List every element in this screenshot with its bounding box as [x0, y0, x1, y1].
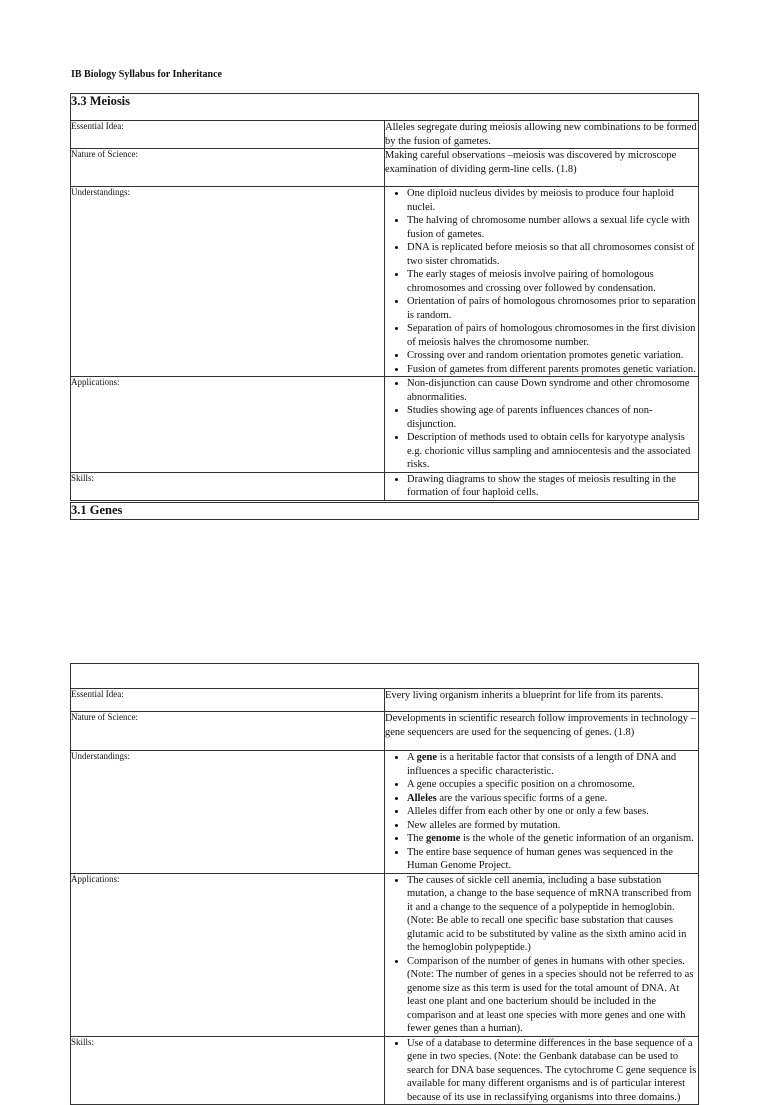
list-item: • The genome is the whole of the genetic information of an organism.: [407, 832, 698, 846]
genes-applications-row: [71, 873, 699, 1036]
list-item: • Alleles are the various specific forms of a gene.: [407, 792, 698, 806]
list-item: • Use of a database to determine differences in the base sequence of a gene in two species. (Note: the Genbank database can be used to search for DNA base sequences. The cytochrome C gene sequence is available for many different organisms and is of particular interest because of its use in reclassifying organisms into three domains.): [407, 1037, 698, 1105]
applications-list: [385, 377, 698, 472]
row-label: Nature of Science:: [71, 712, 385, 751]
genes-essential-row: [71, 689, 699, 712]
list-item: • Non-disjunction can cause Down syndrome and other chromosome abnormalities.: [407, 377, 698, 404]
row-label: Skills:: [71, 1036, 385, 1105]
list-item: • A gene occupies a specific position on a chromosome.: [407, 778, 698, 792]
list-item: • New alleles are formed by mutation.: [407, 819, 698, 833]
essential-idea-text: Every living organism inherits a blueprint for life from its parents.: [385, 689, 699, 712]
skills-list: [385, 1037, 698, 1105]
essential-idea-text: Alleles segregate during meiosis allowing new combinations to be formed by the fusion of gametes.: [385, 122, 697, 147]
document-title: IB Biology Syllabus for Inheritance: [71, 69, 222, 80]
section-heading: 3.3 Meiosis: [71, 94, 699, 121]
list-item: • Orientation of pairs of homologous chromosomes prior to separation is random.: [407, 295, 698, 322]
row-label: Understandings:: [71, 751, 385, 874]
skills-list: [385, 473, 698, 500]
meiosis-essential-row: [71, 121, 699, 149]
list-item: • Comparison of the number of genes in humans with other species. (Note: The number of genes in a species should not be referred to as genome size as this term is used for the total amount of DNA. At least one plant and one bacterium should be included in the comparison and at least one species with more genes and one with fewer genes than a human).: [407, 955, 698, 1036]
list-item: • Studies showing age of parents influences chances of non-disjunction.: [407, 404, 698, 431]
list-item: • Fusion of gametes from different parents promotes genetic variation.: [407, 363, 698, 377]
list-item: • The halving of chromosome number allows a sexual life cycle with fusion of gametes.: [407, 214, 698, 241]
meiosis-understandings-row: [71, 187, 699, 377]
genes-table: [70, 663, 699, 1105]
list-item: • Alleles differ from each other by one or only a few bases.: [407, 805, 698, 819]
genes-heading-table: [70, 502, 699, 520]
understandings-list: [385, 751, 698, 873]
nature-of-science-text: Developments in scientific research follow improvements in technology – gene sequencers are used for the sequencing of genes. (1.8): [385, 712, 699, 751]
genes-blank-row: [71, 664, 699, 689]
genes-skills-row: [71, 1036, 699, 1105]
row-label: Nature of Science:: [71, 149, 385, 187]
term-gene: gene: [416, 752, 438, 763]
nature-of-science-text: Making careful observations –meiosis was discovered by microscope examination of dividing germ-line cells. (1.8): [385, 149, 699, 187]
genes-understandings-row: [71, 751, 699, 874]
list-item: • A gene is a heritable factor that consists of a length of DNA and influences a specific characteristic.: [407, 751, 698, 778]
section-heading: 3.1 Genes: [71, 503, 699, 520]
list-item: • Description of methods used to obtain cells for karyotype analysis e.g. chorionic villus sampling and amniocentesis and the associated risks.: [407, 431, 698, 472]
row-label: Applications:: [71, 377, 385, 473]
list-item: • DNA is replicated before meiosis so that all chromosomes consist of two sister chromatids.: [407, 241, 698, 268]
list-item: • The causes of sickle cell anemia, including a base substation mutation, a change to the base sequence of mRNA transcribed from it and a change to the sequence of a polypeptide in hemoglobin. (Note: Be able to recall one specific base substation that causes glutamic acid to be substituted by valine as the sixth amino acid in the hemoglobin polypeptide.): [407, 874, 698, 955]
meiosis-nature-row: [71, 149, 699, 187]
blank-header-cell: [71, 664, 699, 689]
term-alleles: Alleles: [407, 792, 437, 804]
list-item: • The early stages of meiosis involve pairing of homologous chromosomes and crossing over followed by condensation.: [407, 268, 698, 295]
term-genome: genome: [425, 833, 461, 844]
list-item: • The entire base sequence of human genes was sequenced in the Human Genome Project.: [407, 846, 698, 873]
row-label: Understandings:: [71, 187, 385, 377]
list-item: • Crossing over and random orientation promotes genetic variation.: [407, 349, 698, 363]
meiosis-heading-row: [71, 94, 699, 121]
row-label: Applications:: [71, 873, 385, 1036]
genes-nature-row: [71, 712, 699, 751]
meiosis-applications-row: [71, 377, 699, 473]
understandings-list: [385, 187, 698, 376]
applications-list: [385, 874, 698, 1036]
row-label: Skills:: [71, 472, 385, 500]
meiosis-skills-row: [71, 472, 699, 500]
list-item: • Separation of pairs of homologous chromosomes in the first division of meiosis halves the chromosome number.: [407, 322, 698, 349]
row-label: Essential Idea:: [71, 689, 385, 712]
list-item: • Drawing diagrams to show the stages of meiosis resulting in the formation of four haploid cells.: [407, 473, 698, 500]
row-label: Essential Idea:: [71, 121, 385, 149]
list-item: • One diploid nucleus divides by meiosis to produce four haploid nuclei.: [407, 187, 698, 214]
meiosis-table: [70, 93, 699, 501]
